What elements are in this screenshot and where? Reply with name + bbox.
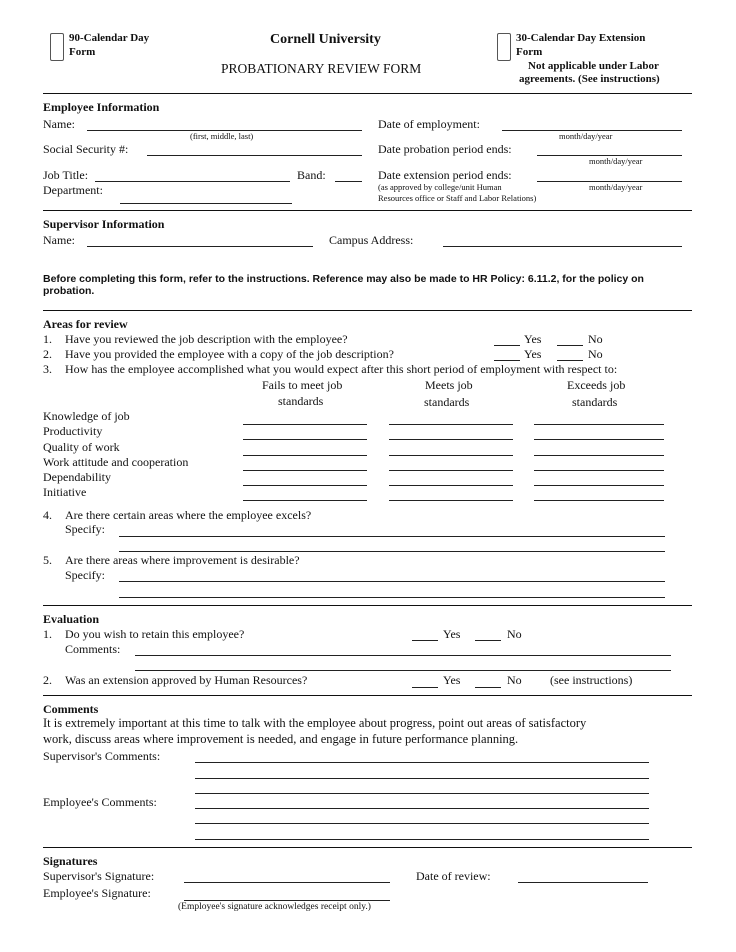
supervisor-comments-field-line2[interactable]	[195, 778, 649, 779]
see-instructions-note: (see instructions)	[550, 673, 633, 687]
column-meets-header-cont: standards	[424, 395, 470, 409]
rating-exceeds-initiative[interactable]	[534, 500, 664, 501]
no-label: No	[588, 332, 603, 346]
date-employment-label: Date of employment:	[378, 117, 480, 131]
rating-meets-attitude[interactable]	[389, 470, 513, 471]
retain-no-blank[interactable]	[475, 640, 501, 641]
approval-note: (as approved by college/unit Human	[378, 182, 502, 192]
rating-exceeds-dependability[interactable]	[534, 485, 664, 486]
probation-ends-label: Date probation period ends:	[378, 142, 512, 156]
instructions-text: Before completing this form, refer to the instructions. Reference may also be made to HR Policy: 6.11.2, for the policy on	[43, 273, 644, 285]
department-field[interactable]	[120, 203, 292, 204]
name-label: Name:	[43, 117, 75, 131]
comments-instructions-cont: work, discuss areas where improvement is needed, and engage in future performance planning.	[43, 732, 519, 746]
rating-fails-knowledge[interactable]	[243, 424, 367, 425]
question-accomplishment: How has the employee accomplished what you would expect after this short period of employment with respect to:	[65, 362, 618, 376]
improvement-specify-field[interactable]	[119, 581, 665, 582]
rating-exceeds-knowledge[interactable]	[534, 424, 664, 425]
university-name: Cornell University	[270, 32, 381, 47]
checkbox-30-label-form: Form	[516, 46, 543, 58]
band-field[interactable]	[335, 181, 362, 182]
supervisor-comments-label: Supervisor's Comments:	[43, 749, 161, 763]
divider	[43, 695, 692, 696]
question-number: 3.	[43, 362, 52, 376]
extension-yes-blank[interactable]	[412, 687, 438, 688]
rating-row-label: Quality of work	[43, 440, 120, 454]
employee-signature-note: (Employee's signature acknowledges receipt only.)	[178, 902, 371, 912]
question-provided-copy: Have you provided the employee with a copy of the job description?	[65, 347, 394, 361]
checkbox-90-label-form: Form	[69, 46, 96, 58]
campus-address-label: Campus Address:	[329, 233, 414, 247]
employee-signature-field[interactable]	[184, 900, 390, 901]
divider	[43, 210, 692, 211]
labor-note-instructions: agreements. (See instructions)	[519, 73, 660, 85]
specify-label: Specify:	[65, 568, 105, 582]
ssn-label: Social Security #:	[43, 142, 129, 156]
question-improvement: Are there areas where improvement is desirable?	[65, 553, 300, 567]
section-heading-comments: Comments	[43, 702, 99, 716]
yes-label: Yes	[524, 347, 542, 361]
divider	[43, 93, 692, 94]
question-number: 2.	[43, 673, 52, 687]
q2-no-blank[interactable]	[557, 360, 583, 361]
date-hint: month/day/year	[589, 182, 643, 192]
rating-row-label: Dependability	[43, 470, 111, 484]
improvement-specify-field-line2[interactable]	[119, 597, 665, 598]
question-extension-approved: Was an extension approved by Human Resources?	[65, 673, 308, 687]
specify-label: Specify:	[65, 522, 105, 536]
rating-fails-productivity[interactable]	[243, 439, 367, 440]
yes-label: Yes	[524, 332, 542, 346]
column-exceeds-header: Exceeds job	[567, 378, 626, 392]
no-label: No	[507, 673, 522, 687]
form-title: PROBATIONARY REVIEW FORM	[221, 61, 422, 76]
yes-label: Yes	[443, 673, 461, 687]
divider	[43, 310, 692, 311]
date-hint: month/day/year	[559, 131, 613, 141]
q1-no-blank[interactable]	[557, 345, 583, 346]
supervisor-comments-field-line3[interactable]	[195, 793, 649, 794]
rating-fails-attitude[interactable]	[243, 470, 367, 471]
retain-comments-field[interactable]	[135, 655, 671, 656]
divider	[43, 605, 692, 606]
checkbox-30-day-extension[interactable]	[497, 33, 511, 61]
extension-ends-label: Date extension period ends:	[378, 168, 512, 182]
section-heading-supervisor: Supervisor Information	[43, 217, 165, 231]
employee-comments-field-line2[interactable]	[195, 823, 649, 824]
name-hint: (first, middle, last)	[190, 131, 254, 141]
rating-meets-initiative[interactable]	[389, 500, 513, 501]
q2-yes-blank[interactable]	[494, 360, 520, 361]
rating-meets-productivity[interactable]	[389, 439, 513, 440]
rating-meets-quality[interactable]	[389, 455, 513, 456]
divider	[43, 847, 692, 848]
checkbox-30-label: 30-Calendar Day Extension	[516, 32, 646, 44]
section-heading-areas: Areas for review	[43, 317, 128, 331]
rating-meets-knowledge[interactable]	[389, 424, 513, 425]
column-fails-header: Fails to meet job	[262, 378, 343, 392]
rating-fails-initiative[interactable]	[243, 500, 367, 501]
employee-comments-label: Employee's Comments:	[43, 795, 157, 809]
rating-exceeds-attitude[interactable]	[534, 470, 664, 471]
supervisor-name-field[interactable]	[87, 246, 313, 247]
ssn-field[interactable]	[147, 155, 362, 156]
checkbox-90-label: 90-Calendar Day	[69, 32, 150, 44]
rating-row-label: Knowledge of job	[43, 409, 130, 423]
rating-fails-dependability[interactable]	[243, 485, 367, 486]
question-number: 5.	[43, 553, 52, 567]
question-retain-employee: Do you wish to retain this employee?	[65, 627, 245, 641]
no-label: No	[507, 627, 522, 641]
rating-row-label: Work attitude and cooperation	[43, 455, 189, 469]
yes-label: Yes	[443, 627, 461, 641]
job-title-label: Job Title:	[43, 168, 89, 182]
section-heading-evaluation: Evaluation	[43, 612, 100, 626]
instructions-text-cont: probation.	[43, 285, 95, 297]
department-label: Department:	[43, 183, 103, 197]
extension-no-blank[interactable]	[475, 687, 501, 688]
date-of-review-label: Date of review:	[416, 869, 491, 883]
supervisor-signature-field[interactable]	[184, 882, 390, 883]
section-heading-employee: Employee Information	[43, 100, 160, 114]
retain-yes-blank[interactable]	[412, 640, 438, 641]
question-number: 1.	[43, 627, 52, 641]
date-of-review-field[interactable]	[518, 882, 648, 883]
question-number: 4.	[43, 508, 52, 522]
labor-note: Not applicable under Labor	[528, 60, 659, 72]
comments-label: Comments:	[65, 642, 121, 656]
job-title-field[interactable]	[95, 181, 290, 182]
column-fails-header-cont: standards	[278, 394, 324, 408]
q1-yes-blank[interactable]	[494, 345, 520, 346]
section-heading-signatures: Signatures	[43, 854, 98, 868]
employee-signature-label: Employee's Signature:	[43, 886, 151, 900]
excels-specify-field[interactable]	[119, 536, 665, 537]
supervisor-signature-label: Supervisor's Signature:	[43, 869, 155, 883]
question-number: 1.	[43, 332, 52, 346]
campus-address-field[interactable]	[443, 246, 682, 247]
question-number: 2.	[43, 347, 52, 361]
rating-exceeds-productivity[interactable]	[534, 439, 664, 440]
rating-fails-quality[interactable]	[243, 455, 367, 456]
checkbox-90-day[interactable]	[50, 33, 64, 61]
supervisor-name-label: Name:	[43, 233, 75, 247]
rating-row-label: Initiative	[43, 485, 87, 499]
rating-exceeds-quality[interactable]	[534, 455, 664, 456]
employee-comments-field-line3[interactable]	[195, 839, 649, 840]
question-reviewed-job-description: Have you reviewed the job description with the employee?	[65, 332, 348, 346]
retain-comments-field-line2[interactable]	[135, 670, 671, 671]
band-label: Band:	[297, 168, 326, 182]
no-label: No	[588, 347, 603, 361]
supervisor-comments-field[interactable]	[195, 762, 649, 763]
comments-instructions: It is extremely important at this time to talk with the employee about progress, point out areas of satisfactory	[43, 716, 587, 730]
excels-specify-field-line2[interactable]	[119, 551, 665, 552]
column-meets-header: Meets job	[425, 378, 473, 392]
rating-meets-dependability[interactable]	[389, 485, 513, 486]
approval-note-cont: Resources office or Staff and Labor Relations)	[378, 193, 537, 203]
column-exceeds-header-cont: standards	[572, 395, 618, 409]
employee-comments-field[interactable]	[195, 808, 649, 809]
rating-row-label: Productivity	[43, 424, 103, 438]
date-hint: month/day/year	[589, 156, 643, 166]
question-employee-excels: Are there certain areas where the employee excels?	[65, 508, 312, 522]
